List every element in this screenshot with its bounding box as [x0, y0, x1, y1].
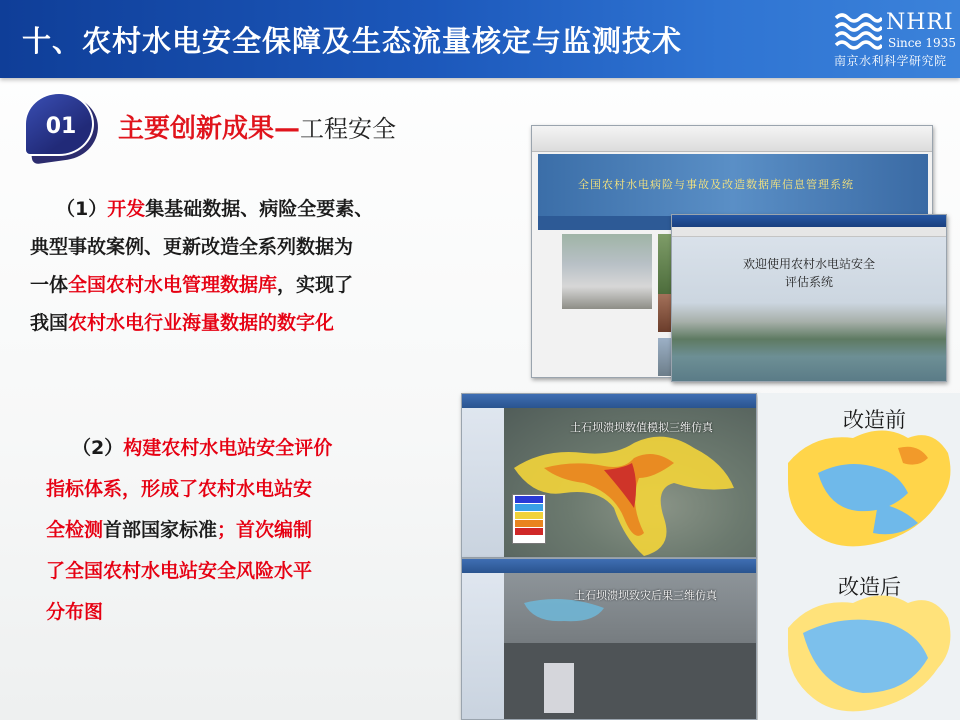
waves-icon	[834, 10, 882, 50]
logo-abbr: NHRI	[886, 10, 954, 35]
slide-header	[0, 0, 960, 78]
paragraph-1: （1）开发集基础数据、病险全要素、 典型事故案例、更新改造全系列数据为 一体全国农村水电管理数据库，实现了 我国农村水电行业海量数据的数字化	[30, 198, 374, 334]
dam-break-simulation-2	[461, 558, 757, 720]
simulation-1-legend	[512, 494, 546, 544]
paragraph-2: （2）构建农村水电站安全评价 指标体系，形成了农村水电站安 全检测首部国家标准；首次编制 了全国农村水电站安全风险水平 分布图	[46, 437, 333, 623]
nhri-logo	[826, 6, 956, 72]
section-title-sub: 工程安全	[300, 115, 397, 143]
section-title	[118, 108, 396, 145]
logo-institute: 南京水利科学研究院	[834, 54, 947, 68]
evaluation-system-screenshot	[671, 214, 947, 382]
dam-break-simulation-1	[461, 393, 757, 558]
simulation-2-caption: 土石坝溃坝致灾后果三维仿真	[574, 589, 717, 602]
logo-since: Since 1935	[888, 36, 956, 50]
section-title-main: 主要创新成果	[118, 114, 275, 144]
badge-number: 01	[45, 114, 77, 139]
database-banner-text: 全国农村水电病险与事故及改造数据库信息管理系统	[578, 178, 854, 191]
label-before: 改造前	[843, 408, 906, 432]
evaluation-welcome-text: 欢迎使用农村水电站安全 评估系统	[742, 257, 875, 289]
slide-title: 十、农村水电安全保障及生态流量核定与监测技术	[22, 24, 683, 58]
section-badge	[24, 92, 108, 164]
section-title-dash: —	[274, 114, 301, 144]
label-after: 改造后	[838, 575, 901, 599]
simulation-1-caption: 土石坝溃坝数值模拟三维仿真	[570, 421, 713, 434]
